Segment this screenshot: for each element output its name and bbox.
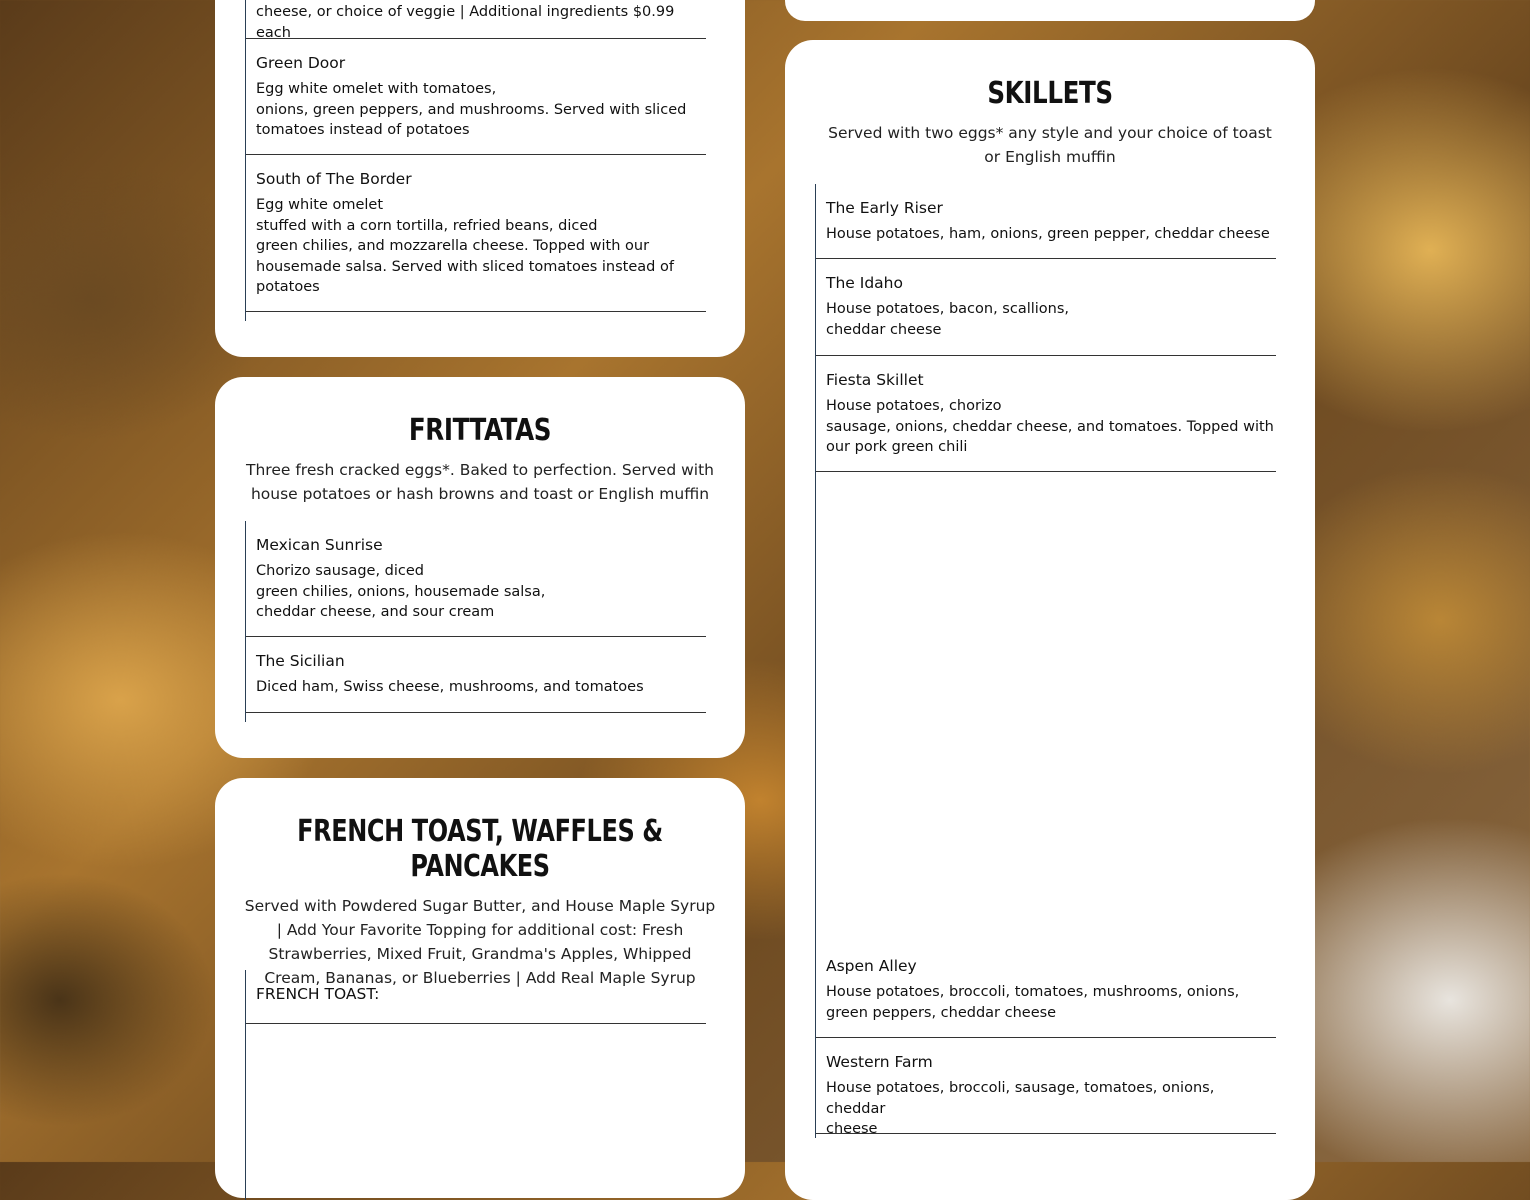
menu-item-name: Fiesta Skillet bbox=[826, 371, 924, 389]
menu-item-description bbox=[256, 677, 706, 698]
menu-item-description bbox=[256, 79, 706, 141]
desc-line: House potatoes, bacon, scallions, bbox=[826, 301, 1070, 317]
empty-space bbox=[816, 472, 1276, 942]
menu-item-name: Green Door bbox=[256, 54, 346, 72]
menu-item-name: Western Farm bbox=[826, 1053, 933, 1071]
menu-item-french-toast bbox=[246, 970, 706, 1024]
desc-line: potatoes bbox=[256, 279, 320, 295]
section-title: FRITTATAS bbox=[408, 413, 552, 448]
desc-line: our pork green chili bbox=[826, 439, 968, 455]
section-description: Served with two eggs* any style and your choice of toast or English muffin bbox=[828, 124, 1272, 166]
menu-item-description bbox=[826, 396, 1276, 458]
menu-item-name: The Early Riser bbox=[826, 199, 943, 217]
desc-line: green peppers, cheddar cheese bbox=[826, 1004, 1057, 1021]
menu-item-green-door bbox=[246, 39, 706, 155]
desc-line: Egg white omelet with tomatoes, bbox=[256, 81, 497, 97]
menu-item-the-early-riser bbox=[816, 184, 1276, 259]
menu-item-description bbox=[826, 224, 1276, 245]
desc-line: green chilies, onions, housemade salsa, bbox=[256, 583, 546, 600]
menu-item-western-farm bbox=[816, 1038, 1276, 1137]
frittatas-card bbox=[215, 377, 745, 758]
menu-item-name: South of The Border bbox=[256, 170, 412, 188]
menu-item-description bbox=[826, 1078, 1276, 1140]
section-title: SKILLETS bbox=[987, 76, 1113, 111]
menu-item-south-of-the-border bbox=[246, 155, 706, 312]
desc-line: cheddar cheese, and sour cream bbox=[256, 604, 495, 620]
menu-item-description bbox=[256, 195, 706, 298]
french-toast-list bbox=[245, 970, 706, 1200]
skillets-list bbox=[815, 184, 1276, 1138]
french-toast-card bbox=[215, 778, 745, 1198]
section-description: Three fresh cracked eggs*. Baked to perfection. Served with house potatoes or hash browns and toast or English muffin bbox=[246, 461, 714, 503]
section-title: FRENCH TOAST, WAFFLES & PANCAKES bbox=[297, 814, 663, 884]
desc-line: House potatoes, ham, onions, green pepper, cheddar cheese bbox=[826, 226, 1270, 242]
menu-item-aspen-alley bbox=[816, 942, 1276, 1038]
desc-line: green chilies, and mozzarella cheese. Topped with our bbox=[256, 238, 650, 254]
previous-card-bottom bbox=[785, 0, 1315, 21]
desc-line: Diced ham, Swiss cheese, mushrooms, and tomatoes bbox=[256, 679, 644, 695]
menu-item-name: The Idaho bbox=[826, 274, 903, 292]
desc-line: stuffed with a corn tortilla, refried beans, diced bbox=[256, 217, 598, 234]
menu-item-name: The Sicilian bbox=[256, 652, 345, 670]
omelets-intro-text: cheese, or choice of veggie | Additional ingredients $0.99 each bbox=[256, 4, 675, 41]
menu-item-name: Mexican Sunrise bbox=[256, 536, 383, 554]
omelets-intro-tail bbox=[246, 0, 706, 39]
desc-line: House potatoes, chorizo bbox=[826, 398, 1002, 414]
menu-item-description bbox=[826, 299, 1276, 340]
omelets-card bbox=[215, 0, 745, 357]
menu-item-description bbox=[256, 561, 706, 623]
desc-line: cheddar cheese bbox=[826, 321, 942, 338]
menu-item-name: FRENCH TOAST: bbox=[256, 985, 380, 1003]
menu-item-the-idaho bbox=[816, 259, 1276, 356]
desc-line: House potatoes, broccoli, sausage, tomatoes, onions, cheddar bbox=[826, 1080, 1215, 1117]
desc-line: cheese bbox=[826, 1121, 878, 1137]
desc-line: onions, green peppers, and mushrooms. Served with sliced bbox=[256, 101, 687, 118]
menu-item-fiesta-skillet bbox=[816, 356, 1276, 472]
skillets-card bbox=[785, 40, 1315, 1200]
desc-line: housemade salsa. Served with sliced tomatoes instead of bbox=[256, 258, 674, 275]
section-description: Served with Powdered Sugar Butter, and House Maple Syrup | Add Your Favorite Topping for additional cost: Fresh Strawberries, Mixed Fruit, Grandma's Apples, Whipped Cream, Bananas, or Blueberries | Add Real Maple Syrup bbox=[244, 897, 716, 987]
menu-item-the-sicilian bbox=[246, 637, 706, 713]
desc-line: sausage, onions, cheddar cheese, and tomatoes. Topped with bbox=[826, 418, 1274, 435]
menu-item-name: Aspen Alley bbox=[826, 957, 917, 975]
menu-item-description bbox=[826, 982, 1276, 1023]
omelets-list bbox=[245, 0, 706, 321]
desc-line: House potatoes, broccoli, tomatoes, mushrooms, onions, bbox=[826, 984, 1240, 1000]
desc-line: Egg white omelet bbox=[256, 197, 384, 213]
desc-line: Chorizo sausage, diced bbox=[256, 563, 425, 579]
menu-item-mexican-sunrise bbox=[246, 521, 706, 637]
frittatas-list bbox=[245, 521, 706, 722]
desc-line: tomatoes instead of potatoes bbox=[256, 122, 470, 138]
